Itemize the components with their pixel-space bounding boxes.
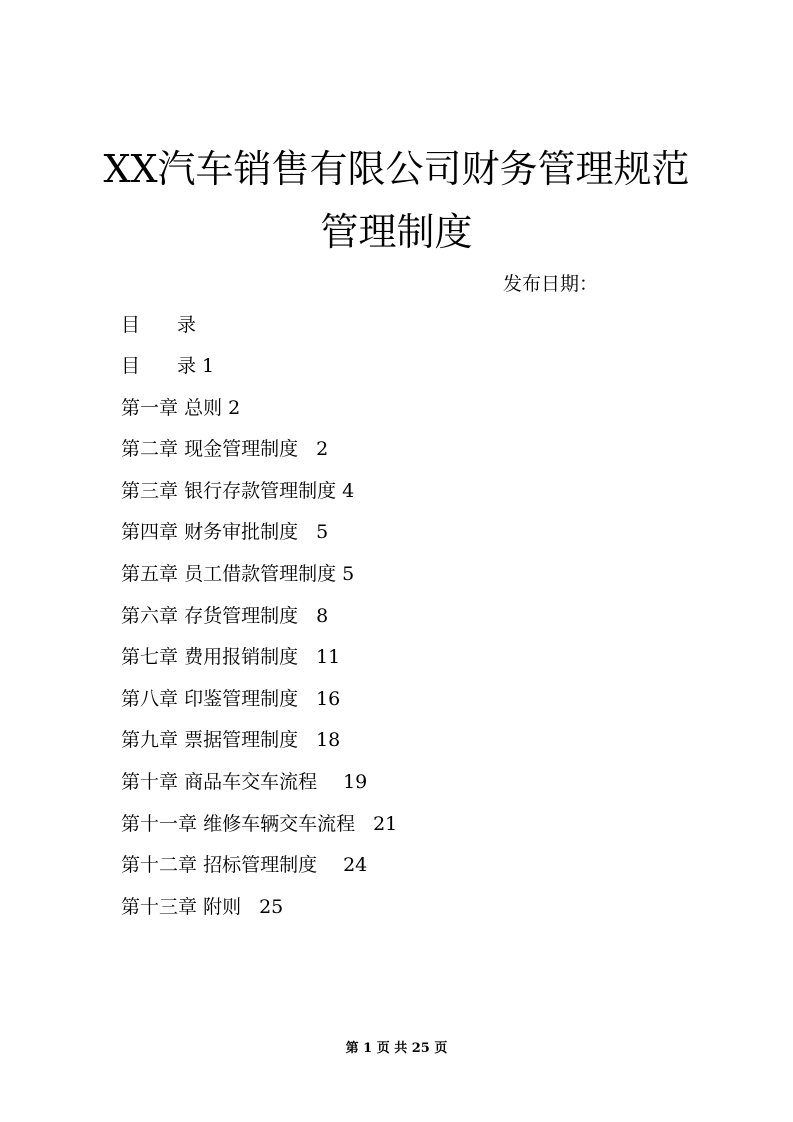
toc-entry-title: 录	[177, 355, 197, 377]
toc-entry-page: 5	[342, 562, 355, 585]
toc-entry-title: 财务审批制度	[184, 521, 299, 544]
toc-heading-char-1: 目	[121, 314, 141, 336]
toc-entry-chapter: 第十三章	[121, 895, 198, 918]
toc-entry-title: 银行存款管理制度	[184, 479, 337, 502]
toc-entry[interactable]	[121, 436, 397, 478]
toc-entry-title: 员工借款管理制度	[184, 562, 337, 585]
toc-entry-title: 商品车交车流程	[184, 770, 318, 793]
toc-entry-page: 11	[316, 646, 341, 669]
toc-entry-title: 维修车辆交车流程	[203, 812, 356, 835]
toc-entry-chapter: 第五章	[121, 562, 179, 585]
toc-entry-title: 现金管理制度	[184, 438, 299, 461]
toc-entry-title: 附则	[203, 895, 242, 918]
toc-entry[interactable]	[121, 353, 397, 395]
toc-entry-page: 18	[316, 729, 341, 752]
publish-date-label: 发布日期：	[503, 273, 599, 295]
toc-entry[interactable]	[121, 603, 397, 645]
toc-entry[interactable]	[121, 894, 397, 936]
toc-entry-title: 总则	[184, 396, 223, 419]
toc-entry-page: 5	[316, 521, 329, 544]
toc-entry-chapter: 第三章	[121, 479, 179, 502]
toc-entry-page: 2	[316, 438, 329, 461]
toc-entry-page: 25	[259, 895, 284, 918]
document-title-line-2: 管理制度	[320, 210, 473, 254]
toc-entry-chapter: 第一章	[121, 396, 179, 419]
toc-entry-chapter: 第四章	[121, 521, 179, 544]
toc-entry-chapter: 第十二章	[121, 854, 198, 877]
toc-entry[interactable]	[121, 561, 397, 603]
toc-entry[interactable]	[121, 395, 397, 437]
toc-entry-title: 招标管理制度	[203, 854, 318, 877]
toc-entry-chapter: 第二章	[121, 438, 179, 461]
toc-entry-chapter: 目	[121, 355, 141, 377]
toc-entry-page: 19	[343, 770, 368, 793]
toc-entry-page: 2	[228, 396, 241, 419]
toc-entry-chapter: 第九章	[121, 729, 179, 752]
toc-entry-chapter: 第十章	[121, 770, 179, 793]
toc-entry[interactable]	[121, 769, 397, 811]
toc-entry[interactable]	[121, 852, 397, 894]
toc-entry[interactable]	[121, 478, 397, 520]
toc-entry-chapter: 第八章	[121, 687, 179, 710]
toc-entry-page: 4	[342, 479, 355, 502]
toc-entry[interactable]	[121, 686, 397, 728]
toc-entry-chapter: 第十一章	[121, 812, 198, 835]
page-footer-indicator: 第 1 页 共 25 页	[345, 1041, 448, 1056]
toc-entry[interactable]	[121, 811, 397, 853]
toc-entry[interactable]	[121, 519, 397, 561]
toc-entry-page: 24	[343, 854, 368, 877]
toc-entry-chapter: 第七章	[121, 646, 179, 669]
table-of-contents	[121, 353, 397, 935]
toc-entry-title: 存货管理制度	[184, 604, 299, 627]
toc-entry[interactable]	[121, 644, 397, 686]
toc-entry-page: 16	[316, 687, 341, 710]
toc-entry-title: 票据管理制度	[184, 729, 299, 752]
toc-entry-page: 8	[316, 604, 329, 627]
toc-entry-page: 1	[202, 355, 215, 377]
toc-entry-title: 印鉴管理制度	[184, 687, 299, 710]
toc-entry[interactable]	[121, 727, 397, 769]
toc-entry-title: 费用报销制度	[184, 646, 299, 669]
toc-entry-page: 21	[373, 812, 398, 835]
toc-entry-chapter: 第六章	[121, 604, 179, 627]
toc-heading	[121, 312, 196, 338]
toc-heading-char-2: 录	[177, 314, 197, 336]
document-title-line-1: XX汽车销售有限公司财务管理规范	[103, 147, 690, 191]
